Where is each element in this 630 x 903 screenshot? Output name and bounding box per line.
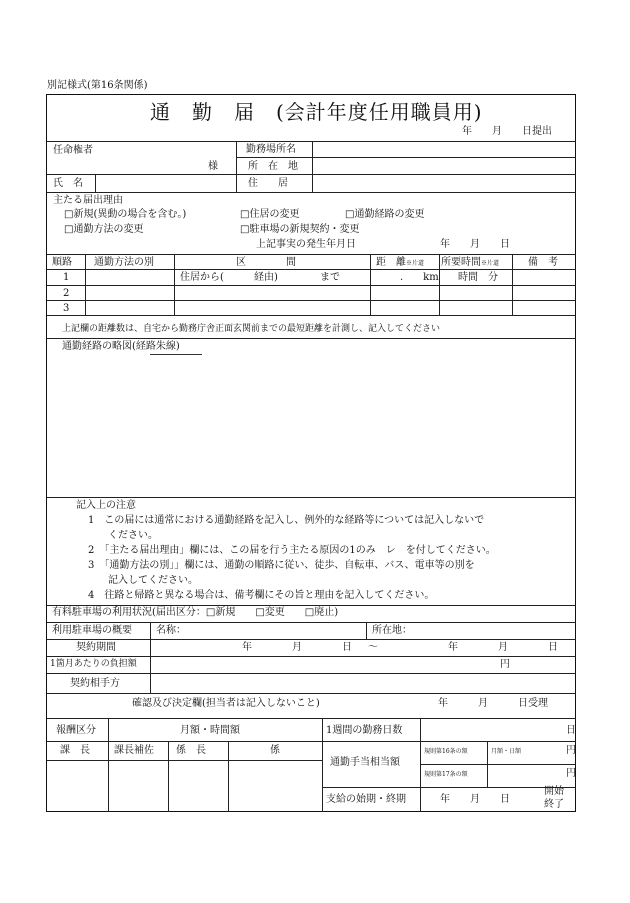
instructions-heading: 記入上の注意 bbox=[76, 500, 136, 511]
row-1-no: 1 bbox=[63, 272, 70, 283]
parking-overview-label: 利用駐車場の概要 bbox=[52, 625, 132, 636]
route-map-label: 通勤経路の略図(経路朱線) bbox=[62, 341, 180, 352]
pay-class-value: 月額・時間額 bbox=[180, 725, 240, 736]
appointer-label: 任命権者 bbox=[53, 145, 93, 156]
col-time: 所要時間※片道 bbox=[441, 257, 500, 268]
start-label: 開始 bbox=[544, 786, 564, 797]
name-field[interactable] bbox=[100, 179, 230, 189]
col-method: 通勤方法の別 bbox=[94, 257, 154, 268]
row-1-to[interactable]: まで bbox=[320, 272, 340, 283]
monthly-burden-label: 1箇月あたりの負担額 bbox=[50, 659, 137, 669]
row-1-time[interactable]: 時間 分 bbox=[458, 272, 498, 283]
reason-option-method[interactable]: □通勤方法の変更 bbox=[64, 224, 144, 235]
col-distance: 距 離※片道 bbox=[376, 257, 425, 268]
contract-period-tilde: ～ bbox=[368, 642, 378, 653]
submit-date[interactable]: 年 月 日提出 bbox=[462, 126, 552, 137]
rule16-label: 規則第16条の額 bbox=[424, 748, 468, 755]
reason-option-parking[interactable]: □駐車場の新規契約・変更 bbox=[240, 224, 360, 235]
instruction-1-cont: ください。 bbox=[88, 530, 158, 541]
role-staff: 係 bbox=[270, 745, 280, 756]
contract-period-to[interactable]: 年 月 日 bbox=[448, 642, 558, 653]
rule17-label: 規則第17条の額 bbox=[424, 771, 468, 778]
contract-period-label: 契約期間 bbox=[76, 642, 116, 653]
event-date-label: 上記事実の発生年月日 bbox=[256, 239, 356, 250]
receipt-date: 年 月 日受理 bbox=[438, 698, 548, 709]
confirm-heading: 確認及び決定欄(担当者は記入しないこと) bbox=[132, 698, 320, 709]
event-date-fields[interactable]: 年 月 日 bbox=[440, 239, 510, 250]
col-section: 区 間 bbox=[236, 257, 296, 268]
monthly-burden-yen[interactable]: 円 bbox=[500, 659, 510, 670]
workplace-name-label: 勤務場所名 bbox=[246, 144, 296, 155]
allowance-label: 通勤手当相当額 bbox=[330, 757, 400, 768]
row-1-from[interactable]: 住居から( bbox=[180, 272, 224, 283]
row-1-distance[interactable]: . km bbox=[400, 272, 439, 283]
col-remarks: 備 考 bbox=[528, 257, 558, 268]
col-order: 順路 bbox=[52, 257, 72, 268]
form-title: 通 勤 届 (会計年度任用職員用) bbox=[150, 100, 483, 124]
reason-option-route[interactable]: □通勤経路の変更 bbox=[345, 209, 425, 220]
role-subsection-chief: 係 長 bbox=[176, 745, 206, 756]
appointer-sama: 様 bbox=[208, 161, 218, 172]
instruction-3-cont: 記入してください。 bbox=[88, 575, 198, 586]
row-3-no: 3 bbox=[63, 303, 70, 314]
contract-party-label: 契約相手方 bbox=[70, 678, 120, 689]
weekly-days-unit: 日 bbox=[566, 725, 576, 736]
row-2-no: 2 bbox=[63, 288, 70, 299]
start-end-date: 年 月 日 bbox=[440, 794, 510, 805]
name-label: 氏 名 bbox=[53, 178, 83, 189]
row-1-via[interactable]: 経由) bbox=[254, 272, 278, 283]
rule16-yen: 円 bbox=[566, 745, 576, 756]
rule16-unit: 月額・日額 bbox=[491, 748, 522, 755]
role-section-chief: 課 長 bbox=[60, 745, 90, 756]
parking-name-label[interactable]: 名称： bbox=[156, 625, 186, 636]
contract-period-from[interactable]: 年 月 日 bbox=[242, 642, 352, 653]
instruction-1: 1 この届には通常における通勤経路を記入し、例外的な経路等については記入しないで bbox=[88, 515, 485, 526]
route-map-area[interactable] bbox=[52, 358, 570, 493]
header-note: 別記様式(第16条関係) bbox=[47, 80, 148, 91]
start-end-label: 支給の始期・終期 bbox=[326, 794, 406, 805]
reason-heading: 主たる届出理由 bbox=[53, 195, 123, 206]
instruction-4: 4 往路と帰路と異なる場合は、備考欄にその旨と理由を記入してください。 bbox=[88, 590, 435, 601]
parking-status[interactable]: 有料駐車場の利用状況(届出区分：□新規 □変更 □廃止) bbox=[52, 607, 339, 618]
workplace-address-field[interactable] bbox=[320, 162, 570, 172]
workplace-address-label: 所 在 地 bbox=[248, 161, 298, 172]
end-label: 終了 bbox=[544, 799, 564, 810]
role-assistant-chief: 課長補佐 bbox=[114, 745, 154, 756]
instruction-3: 3 「通勤方法の別」」欄には、通勤の順路に従い、徒歩、自転車、バス、電車等の別を bbox=[88, 560, 475, 571]
weekly-days-label: 1週間の勤務日数 bbox=[326, 725, 403, 736]
instruction-2: 2 「主たる届出理由」欄には、この届を行う主たる原因の1のみ レ を付してください。 bbox=[88, 545, 496, 556]
pay-class-label: 報酬区分 bbox=[56, 725, 96, 736]
workplace-name-field[interactable] bbox=[320, 145, 570, 155]
distance-note: 上記欄の距離数は、自宅から勤務庁舎正面玄関前までの最短距離を計測し、記入してください bbox=[62, 324, 441, 334]
residence-field[interactable] bbox=[320, 179, 570, 189]
rule17-yen: 円 bbox=[566, 768, 576, 779]
reason-option-new[interactable]: □新規(異動の場合を含む。) bbox=[64, 209, 187, 220]
residence-label: 住 居 bbox=[248, 178, 288, 189]
reason-option-residence[interactable]: □住居の変更 bbox=[240, 209, 300, 220]
parking-location-label[interactable]: 所在地： bbox=[372, 625, 412, 636]
